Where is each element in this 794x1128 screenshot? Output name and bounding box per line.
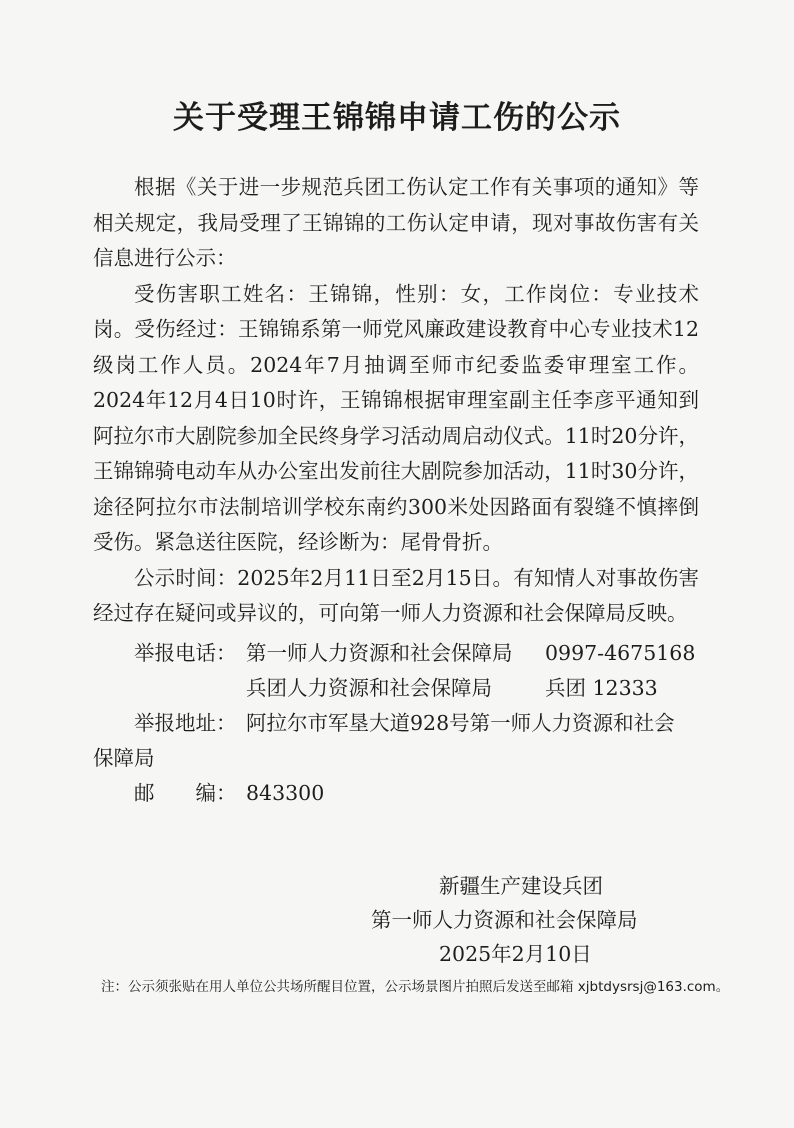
report-address-line-1: 阿拉尔市军垦大道928号第一师人力资源和社会: [246, 711, 675, 735]
report-phone-number-1: 0997-4675168: [545, 641, 696, 665]
document-body: [93, 170, 699, 632]
postcode-label: 邮 编：: [134, 781, 237, 805]
paragraph-basis: 根据《关于进一步规范兵团工伤认定工作有关事项的通知》等相关规定，我局受理了王锦锦的工伤认定申请，现对事故伤害有关信息进行公示：: [93, 175, 699, 270]
report-phone-number-2: 兵团 12333: [545, 676, 658, 700]
signature-bureau: 第一师人力资源和社会保障局: [371, 908, 638, 932]
report-phone-org-2: 兵团人力资源和社会保障局: [246, 676, 492, 700]
report-phone-org-1: 第一师人力资源和社会保障局: [246, 641, 513, 665]
footnote: 注：公示须张贴在用人单位公共场所醒目位置，公示场景图片拍照后发送至邮箱 xjbtdysrsj@163.com。: [101, 979, 730, 995]
signature-date: 2025年2月10日: [439, 942, 592, 966]
signature-corps: 新疆生产建设兵团: [439, 874, 603, 898]
report-address-line-2: 保障局: [93, 746, 155, 770]
paragraph-publicity-period: 公示时间：2025年2月11日至2月15日。有知情人对事故伤害经过存在疑问或异议的，可向第一师人力资源和社会保障局反映。: [93, 565, 699, 625]
report-phone-label: 举报电话：: [134, 641, 237, 665]
paragraph-injury-details: 受伤害职工姓名：王锦锦，性别：女，工作岗位：专业技术岗。受伤经过：王锦锦系第一师党风廉政建设教育中心专业技术12级岗工作人员。2024年7月抽调至师市纪委监委审理室工作。2024年12月4日10时许，王锦锦根据审理室副主任李彦平通知到阿拉尔市大剧院参加全民终身学习活动周启动仪式。11时20分许，王锦锦骑电动车从办公室出发前往大剧院参加活动，11时30分许，途径阿拉尔市法制培训学校东南约300米处因路面有裂缝不慎摔倒受伤。紧急送往医院，经诊断为：尾骨骨折。: [93, 281, 699, 554]
document-title: 关于受理王锦锦申请工伤的公示: [173, 100, 621, 136]
postcode-value: 843300: [246, 781, 325, 805]
report-address-label: 举报地址：: [134, 711, 237, 735]
